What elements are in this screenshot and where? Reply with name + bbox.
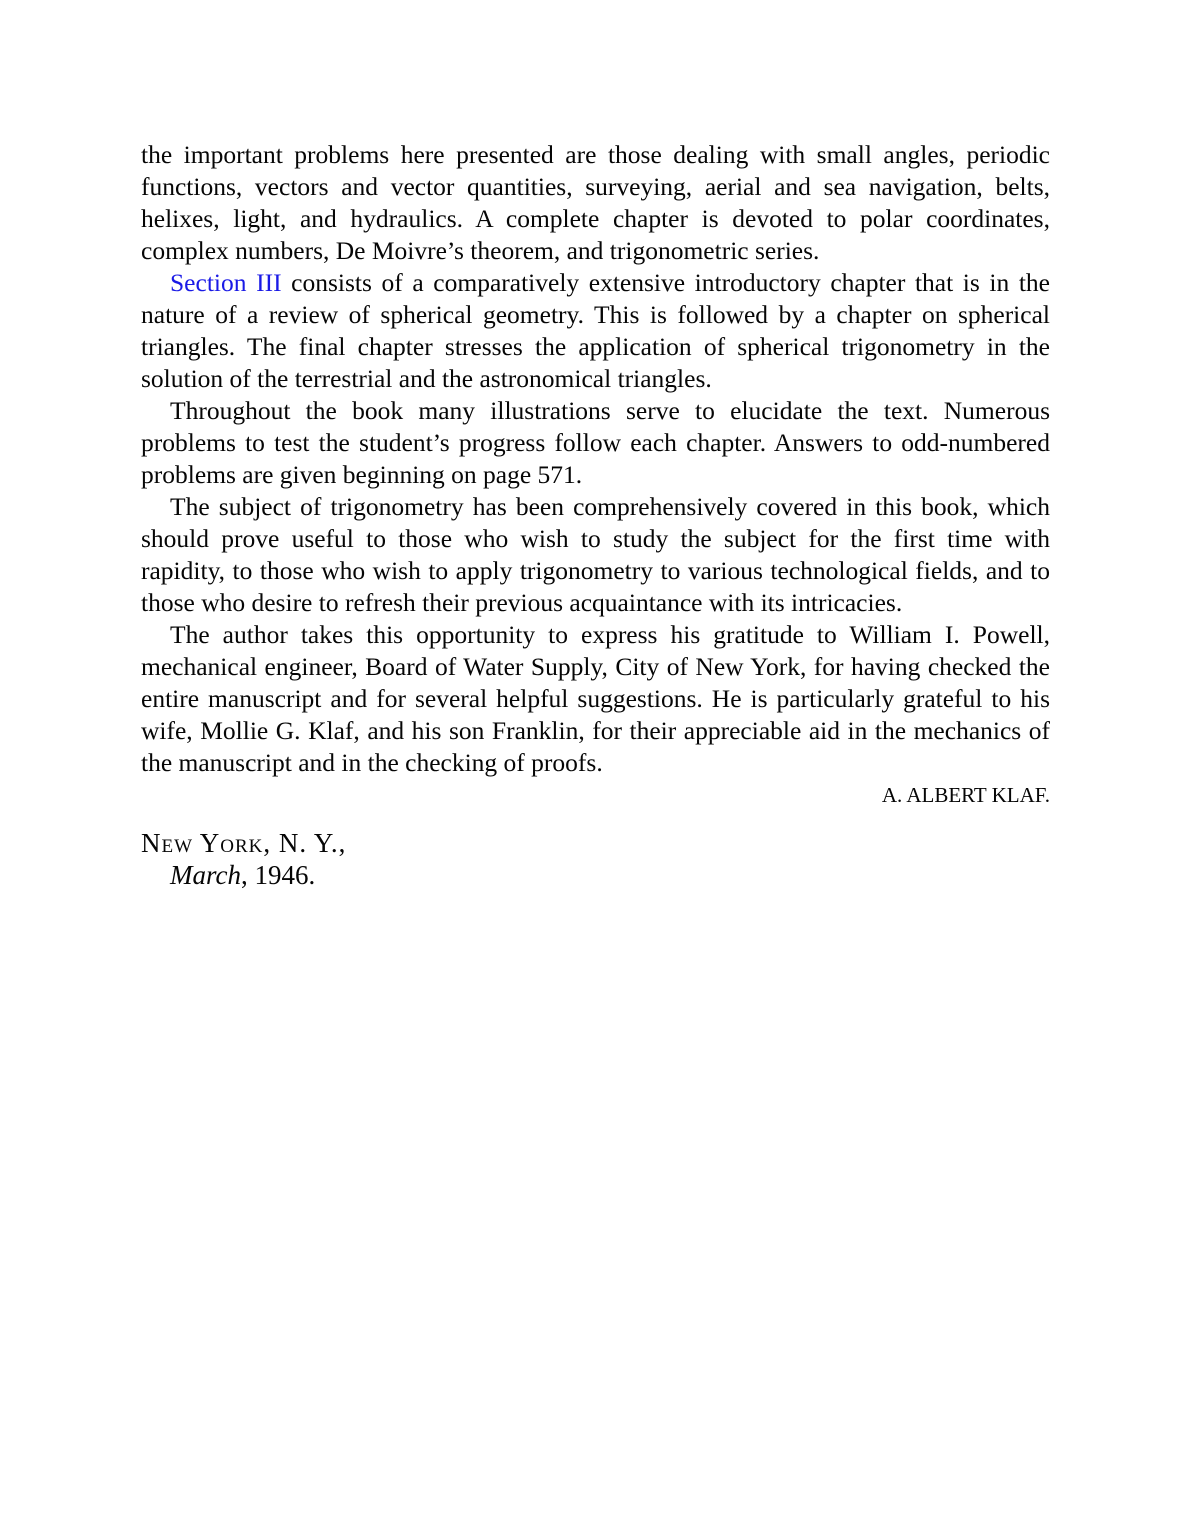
- place-line: [141, 827, 1050, 859]
- date-month: March: [170, 860, 241, 890]
- author-signature: A. ALBERT KLAF.: [881, 783, 1050, 807]
- preface-content: [141, 139, 1050, 891]
- paragraph-subject-coverage: The subject of trigonometry has been comprehensively covered in this book, which should prove useful to those who wish to study the subject for the first time with rapidity, to those who wish to apply trigonometry to various technological fields, and to those who desire to refresh their previous acquaintance with its intricacies.: [141, 492, 1050, 617]
- date-line: [141, 859, 1050, 891]
- paragraph-illustrations: Throughout the book many illustrations serve to elucidate the text. Numerous problems to test the student’s progress follow each chapter. Answers to odd-numbered problems are given beginning on page 571.: [141, 396, 1050, 489]
- paragraph-continuation: the important problems here presented are those dealing with small angles, periodic functions, vectors and vector quantities, surveying, aerial and sea navigation, belts, helixes, light, and hydraulics. A complete chapter is devoted to polar coordinates, complex numbers, De Moivre’s theorem, and trigonometric series.: [141, 140, 1050, 265]
- section-iii-link[interactable]: Section III: [170, 268, 282, 297]
- place-text: New York, N. Y.,: [141, 828, 347, 858]
- paragraph-section-iii-text: consists of a comparatively extensive introductory chapter that is in the nature of a review of spherical geometry. This is followed by a chapter on spherical triangles. The final chapter stresses the application of spherical trigonometry in the solution of the terrestrial and the astronomical triangles.: [141, 268, 1050, 393]
- date-year: , 1946.: [240, 860, 316, 890]
- paragraph-acknowledgements: The author takes this opportunity to express his gratitude to William I. Powell, mechanical engineer, Board of Water Supply, City of New York, for having checked the entire manuscript and for several helpful suggestions. He is particularly grateful to his wife, Mollie G. Klaf, and his son Franklin, for their appreciable aid in the mechanics of the manuscript and in the checking of proofs.: [141, 620, 1050, 777]
- paragraph-section-iii: [141, 267, 1050, 395]
